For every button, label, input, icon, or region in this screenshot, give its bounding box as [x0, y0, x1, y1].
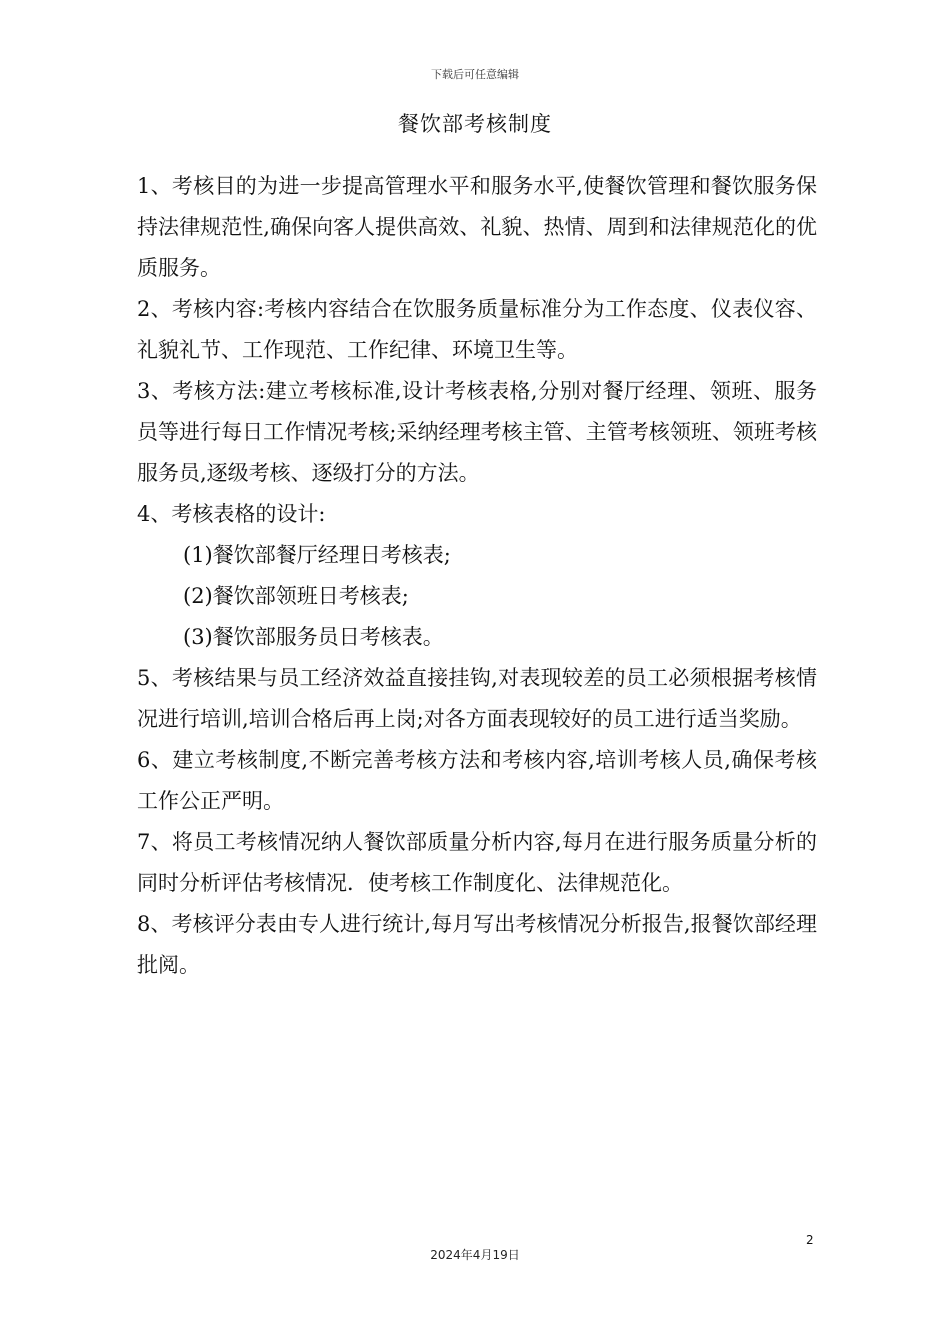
- page-number: 2: [806, 1233, 814, 1247]
- paragraph-method: 3、考核方法:建立考核标准,设计考核表格,分别对餐厅经理、领班、服务员等进行每日工作情况考核;采纳经理考核主管、主管考核领班、领班考核服务员,逐级考核、逐级打分的方法。: [137, 379, 817, 485]
- footer-date: 2024年4月19日: [430, 1248, 520, 1262]
- paragraph-system: 6、建立考核制度,不断完善考核方法和考核内容,培训考核人员,确保考核工作公正严明。: [137, 748, 817, 813]
- paragraph-purpose: 1、考核目的为进一步提高管理水平和服务水平,使餐饮管理和餐饮服务保持法律规范性,确保向客人提供高效、礼貌、热情、周到和法律规范化的优质服务。: [137, 174, 817, 280]
- document-body: [137, 166, 817, 986]
- paragraph-results: 5、考核结果与员工经济效益直接挂钩,对表现较差的员工必须根据考核情况进行培训,培训合格后再上岗;对各方面表现较好的员工进行适当奖励。: [137, 666, 817, 731]
- page-header-note: 下载后可任意编辑: [431, 68, 519, 81]
- list-item-supervisor-form: (2)餐饮部领班日考核表;: [183, 584, 409, 608]
- paragraph-form-design: 4、考核表格的设计:: [137, 502, 326, 526]
- document-title: 餐饮部考核制度: [398, 112, 552, 136]
- paragraph-quality-analysis: 7、将员工考核情况纳人餐饮部质量分析内容,每月在进行服务质量分析的同时分析评估考核情况．使考核工作制度化、法律规范化。: [137, 830, 817, 895]
- paragraph-content: 2、考核内容:考核内容结合在饮服务质量标准分为工作态度、仪表仪容、礼貌礼节、工作现范、工作纪律、环境卫生等。: [137, 297, 817, 362]
- list-item-staff-form: (3)餐饮部服务员日考核表。: [183, 625, 444, 649]
- paragraph-statistics: 8、考核评分表由专人进行统计,每月写出考核情况分析报告,报餐饮部经理批阅。: [137, 912, 817, 977]
- list-item-manager-form: (1)餐饮部餐厅经理日考核表;: [183, 543, 451, 567]
